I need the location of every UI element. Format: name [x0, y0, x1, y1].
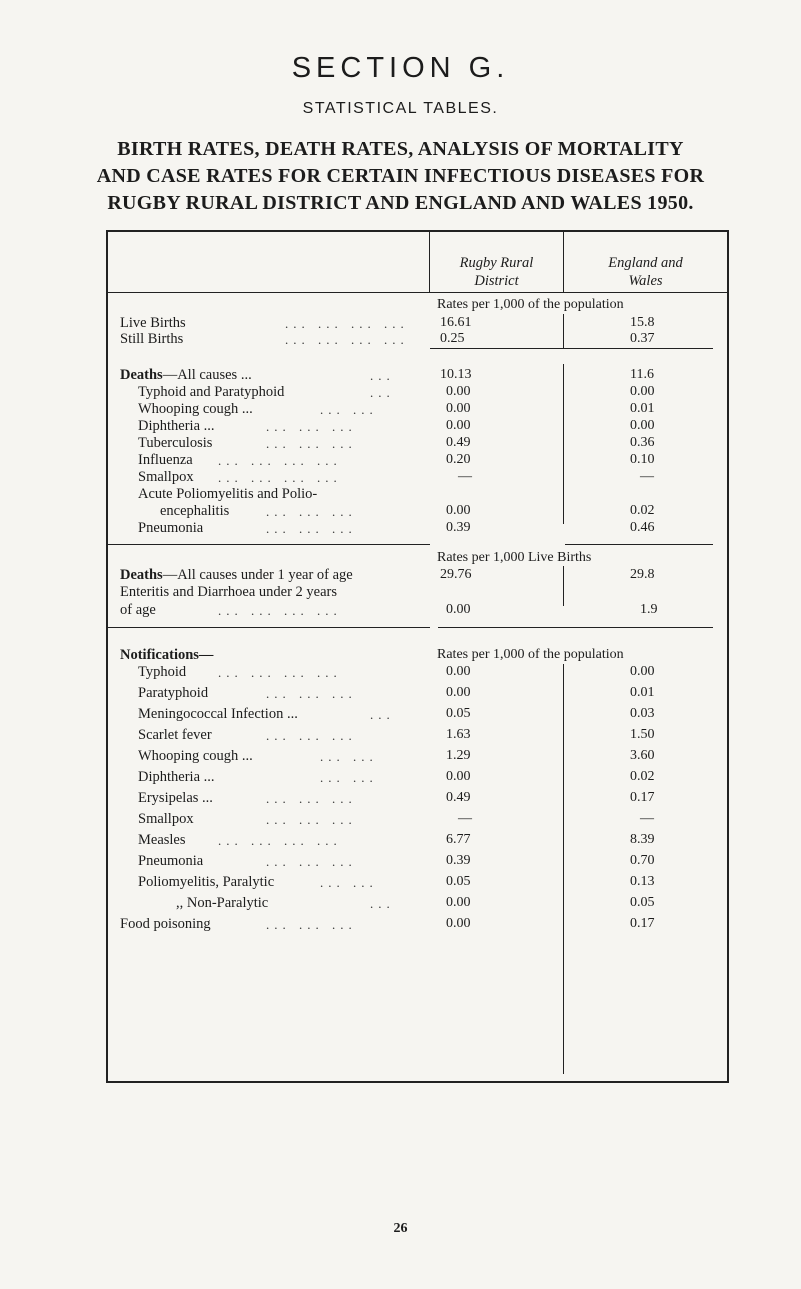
- value-rugby: 0.00: [446, 916, 471, 931]
- value-rugby-still-births: 0.25: [440, 331, 465, 346]
- value-england: 0.05: [630, 895, 655, 910]
- notif-label-non-paralytic: ,, Non-Paralytic: [176, 895, 269, 911]
- row-dots: ... ... ... ...: [218, 665, 342, 680]
- col-header-england-line-2: Wales: [628, 273, 663, 289]
- deaths-divider: [563, 364, 564, 524]
- value-england: 0.03: [630, 706, 655, 721]
- row-label-whooping-cough: Whooping cough ...: [138, 401, 253, 417]
- row-label-tuberculosis: Tuberculosis: [138, 435, 213, 451]
- value-rugby: 0.05: [446, 874, 471, 889]
- notif-label-measles: Measles: [138, 832, 186, 848]
- value-rugby-enteritis: 0.00: [446, 602, 471, 617]
- value-england-live-births: 15.8: [630, 315, 655, 330]
- value-england-deaths-all: 11.6: [630, 367, 654, 382]
- row-dots: ... ... ... ...: [218, 603, 342, 618]
- row-dots: ... ... ...: [266, 419, 357, 434]
- row-label-acute-poliomyelitis: Acute Poliomyelitis and Polio-: [138, 486, 318, 502]
- row-dots: ... ...: [320, 770, 378, 785]
- row-dots: ...: [370, 385, 395, 400]
- infant-rate-basis: Rates per 1,000 Live Births: [437, 550, 592, 565]
- value-england: 0.13: [630, 874, 655, 889]
- row-dots: ... ... ...: [266, 917, 357, 932]
- row-dots: ...: [370, 368, 395, 383]
- value-england: 0.00: [630, 384, 655, 399]
- row-label-typhoid-paratyphoid: Typhoid and Paratyphoid: [138, 384, 285, 400]
- row-label-smallpox: Smallpox: [138, 469, 194, 485]
- value-england: 0.02: [630, 769, 655, 784]
- table-left-border: [106, 230, 108, 1082]
- value-england: 8.39: [630, 832, 655, 847]
- table-title-line-1: BIRTH RATES, DEATH RATES, ANALYSIS OF MORTALITY: [117, 138, 684, 160]
- row-dots: ... ... ...: [266, 521, 357, 536]
- deaths-lead-word: Deaths: [120, 367, 163, 383]
- row-dots: ... ... ...: [266, 728, 357, 743]
- table-top-rule: [106, 230, 729, 232]
- notif-label-diphtheria: Diphtheria ...: [138, 769, 215, 785]
- value-rugby: 6.77: [446, 832, 471, 847]
- value-rugby: 0.00: [446, 685, 471, 700]
- row-label-diphtheria: Diphtheria ...: [138, 418, 215, 434]
- row-dots: ...: [370, 896, 395, 911]
- value-rugby-infant: 29.76: [440, 567, 472, 582]
- infant-divider: [563, 566, 564, 606]
- col-header-rugby-line-1: Rugby Rural: [459, 255, 534, 271]
- value-england: 0.70: [630, 853, 655, 868]
- value-england: 0.10: [630, 452, 655, 467]
- row-dots: ...: [370, 707, 395, 722]
- value-england-enteritis: 1.9: [640, 602, 658, 617]
- notif-label-scarlet-fever: Scarlet fever: [138, 727, 212, 743]
- col-header-rugby-line-2: District: [474, 273, 519, 289]
- value-england: 0.17: [630, 916, 655, 931]
- table-title-line-2: AND CASE RATES FOR CERTAIN INFECTIOUS DISEASES FOR: [96, 165, 705, 187]
- row-dots: ... ...: [320, 402, 378, 417]
- table-right-border: [727, 230, 729, 1082]
- row-label-live-births: Live Births: [120, 315, 186, 331]
- notifications-heading: Notifications—: [120, 647, 214, 663]
- row-dots: ... ... ... ...: [218, 470, 342, 485]
- notif-label-typhoid: Typhoid: [138, 664, 187, 680]
- row-dots: ... ... ...: [266, 854, 357, 869]
- value-rugby: 0.20: [446, 452, 471, 467]
- row-dots: ... ... ...: [266, 791, 357, 806]
- value-rugby: 0.00: [446, 503, 471, 518]
- notifications-divider: [563, 664, 564, 1074]
- value-england: 1.50: [630, 727, 655, 742]
- notif-label-paratyphoid: Paratyphoid: [138, 685, 209, 701]
- notif-label-food-poisoning: Food poisoning: [120, 916, 211, 932]
- value-rugby-live-births: 16.61: [440, 315, 472, 330]
- value-england: 0.01: [630, 685, 655, 700]
- value-rugby: 0.00: [446, 664, 471, 679]
- row-label-pneumonia: Pneumonia: [138, 520, 204, 536]
- births-rate-basis: Rates per 1,000 of the population: [437, 297, 624, 312]
- value-rugby-deaths-all: 10.13: [440, 367, 472, 382]
- value-rugby: 0.00: [446, 384, 471, 399]
- value-rugby: 0.00: [446, 401, 471, 416]
- table-title-line-3: RUGBY RURAL DISTRICT AND ENGLAND AND WALES 1950.: [107, 192, 694, 214]
- row-dots: ... ...: [320, 875, 378, 890]
- notifications-top-rule-right: [438, 627, 713, 628]
- section-heading: SECTION G.: [291, 52, 510, 84]
- row-dots: ... ... ...: [266, 504, 357, 519]
- notifications-top-rule-left: [106, 627, 430, 628]
- value-england: 3.60: [630, 748, 655, 763]
- value-england: 0.46: [630, 520, 655, 535]
- notif-label-pneumonia: Pneumonia: [138, 853, 204, 869]
- value-england-infant: 29.8: [630, 567, 655, 582]
- value-rugby: 0.00: [446, 895, 471, 910]
- row-label-encephalitis: encephalitis: [160, 503, 230, 519]
- row-dots: ... ... ...: [266, 436, 357, 451]
- value-england: 0.02: [630, 503, 655, 518]
- row-dots: ... ... ... ...: [218, 833, 342, 848]
- value-rugby: —: [458, 469, 472, 484]
- infant-lead-rest: —All causes under 1 year of age: [162, 567, 353, 583]
- enteritis-label-cont: of age: [120, 602, 156, 618]
- table-bottom-rule: [106, 1081, 729, 1083]
- value-rugby: 0.39: [446, 853, 471, 868]
- value-england: —: [640, 469, 654, 484]
- notif-label-poliomyelitis-paralytic: Poliomyelitis, Paralytic: [138, 874, 275, 890]
- notifications-rate-basis: Rates per 1,000 of the population: [437, 647, 624, 662]
- notif-label-erysipelas: Erysipelas ...: [138, 790, 213, 806]
- value-england: 0.00: [630, 664, 655, 679]
- header-bottom-rule: [106, 292, 729, 293]
- value-rugby: 0.05: [446, 706, 471, 721]
- deaths-lead-rest: —All causes ...: [162, 367, 252, 383]
- row-dots: ... ... ... ...: [285, 332, 409, 347]
- page-number: 26: [393, 1221, 408, 1236]
- deaths-all-causes-label: [120, 367, 252, 384]
- value-england: —: [640, 811, 654, 826]
- infant-lead-word: Deaths: [120, 567, 163, 583]
- value-rugby: 0.49: [446, 435, 471, 450]
- value-england: 0.00: [630, 418, 655, 433]
- notif-label-whooping-cough: Whooping cough ...: [138, 748, 253, 764]
- value-rugby: —: [458, 811, 472, 826]
- notif-label-meningococcal: Meningococcal Infection ...: [138, 706, 298, 722]
- notif-label-smallpox: Smallpox: [138, 811, 194, 827]
- births-divider: [563, 314, 564, 348]
- value-rugby: 1.63: [446, 727, 471, 742]
- value-rugby: 0.00: [446, 418, 471, 433]
- value-england-still-births: 0.37: [630, 331, 655, 346]
- value-rugby: 1.29: [446, 748, 471, 763]
- enteritis-label: Enteritis and Diarrhoea under 2 years: [120, 584, 338, 600]
- infant-deaths-label: [120, 567, 353, 584]
- infant-top-rule-right: [565, 544, 713, 545]
- col-header-england-line-1: England and: [608, 255, 683, 271]
- value-rugby: 0.39: [446, 520, 471, 535]
- subheading: STATISTICAL TABLES.: [302, 100, 499, 117]
- births-bottom-rule: [430, 348, 713, 349]
- row-dots: ... ... ...: [266, 686, 357, 701]
- row-label-still-births: Still Births: [120, 331, 184, 347]
- value-england: 0.17: [630, 790, 655, 805]
- value-rugby: 0.00: [446, 769, 471, 784]
- value-rugby: 0.49: [446, 790, 471, 805]
- row-label-influenza: Influenza: [138, 452, 193, 468]
- row-dots: ... ... ...: [266, 812, 357, 827]
- value-england: 0.36: [630, 435, 655, 450]
- value-england: 0.01: [630, 401, 655, 416]
- row-dots: ... ...: [320, 749, 378, 764]
- row-dots: ... ... ... ...: [285, 316, 409, 331]
- row-dots: ... ... ... ...: [218, 453, 342, 468]
- infant-top-rule-left: [106, 544, 430, 545]
